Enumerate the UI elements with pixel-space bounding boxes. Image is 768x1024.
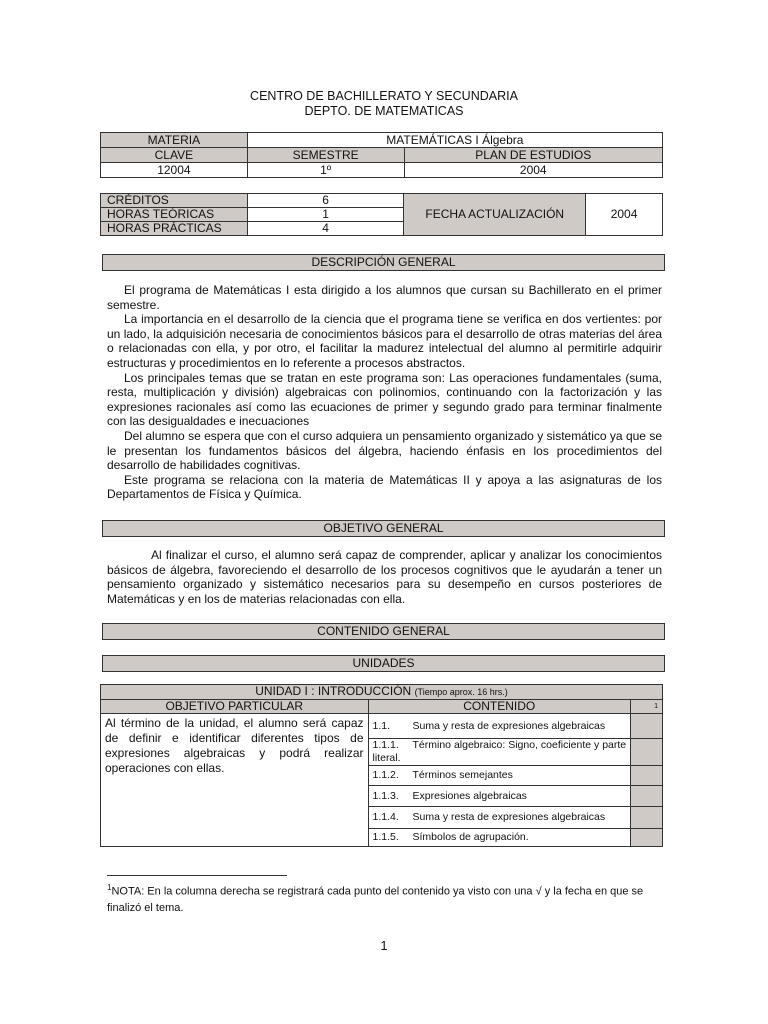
unidad-table — [100, 684, 663, 847]
content-item: 1.1.5. Símbolos de agrupación. — [368, 829, 631, 847]
footnote-mark: 1 — [107, 883, 112, 892]
page-number: 1 — [380, 938, 388, 953]
check-cell — [631, 714, 663, 739]
subject-info-table — [100, 132, 663, 178]
fecha-label: FECHA ACTUALIZACIÓN — [404, 194, 586, 236]
objetivo-title: OBJETIVO GENERAL — [102, 520, 665, 537]
creditos-label: CRÉDITOS — [101, 194, 248, 208]
unidades-title: UNIDADES — [102, 655, 665, 672]
check-cell — [631, 807, 663, 829]
unidad-time: (Tiempo aprox. 16 hrs.) — [414, 687, 508, 697]
descripcion-paragraph: Del alumno se espera que con el curso adquiera un pensamiento organizado y sistemático ya que se le presentan los fundamentos básicos del álgebra, haciendo énfasis en los procedimientos del desarrollo de habilidades cognitivas. — [107, 428, 662, 473]
descripcion-body — [107, 283, 662, 502]
teoricas-value: 1 — [247, 208, 404, 222]
objetivo-particular-text: Al término de la unidad, el alumno será capaz de definir e identificar diferentes tipos de expresiones algebraicas y podrá realizar operaciones con ellas. — [101, 714, 369, 847]
footnote — [107, 880, 652, 916]
content-item: 1.1.1. Término algebraico: Signo, coeficiente y parte literal. — [368, 739, 631, 766]
descripcion-paragraph: El programa de Matemáticas I esta dirigido a los alumnos que cursan su Bachillerato en el primer semestre. — [107, 283, 662, 312]
contenido-header: CONTENIDO — [368, 700, 631, 714]
descripcion-paragraph: Los principales temas que se tratan en este programa son: Las operaciones fundamentales (suma, resta, multiplicación y división) algebraicas con polinomios, continuando con la factorización y las expresiones racionales así como las ecuaciones de primer y segundo grado para terminar finalmente con las desigualdades e inecuaciones — [107, 370, 662, 429]
unidad-name: UNIDAD I : INTRODUCCIÓN — [255, 684, 412, 698]
content-item: 1.1.3. Expresiones algebraicas — [368, 786, 631, 807]
department-name: DEPTO. DE MATEMATICAS — [304, 104, 464, 118]
footnote-separator — [107, 875, 287, 876]
check-cell — [631, 739, 663, 766]
practicas-value: 4 — [247, 222, 404, 236]
clave-label: CLAVE — [101, 148, 248, 163]
check-column-header: 1 — [631, 700, 663, 714]
descripcion-paragraph: La importancia en el desarrollo de la ciencia que el programa tiene se verifica en dos vertientes: por un lado, la adquisición necesaria de conocimientos básicos para el desarrollo de otras materias del área o relacionadas con ella, y por otro, el facilitar la madurez intelectual del alumno al permitirle adquirir estructuras y procedimientos en lo referente a procesos abstractos. — [107, 312, 662, 370]
content-item: 1.1.4. Suma y resta de expresiones algebraicas — [368, 807, 631, 829]
fecha-value: 2004 — [586, 194, 663, 236]
content-item: 1.1.2. Términos semejantes — [368, 766, 631, 786]
clave-value: 12004 — [101, 163, 248, 178]
materia-value: MATEMÁTICAS I Álgebra — [247, 133, 662, 148]
institution-name: CENTRO DE BACHILLERATO Y SECUNDARIA — [250, 89, 518, 103]
teoricas-label: HORAS TEÓRICAS — [101, 208, 248, 222]
plan-label: PLAN DE ESTUDIOS — [404, 148, 663, 163]
objetivo-body — [107, 548, 662, 606]
footnote-text: NOTA: En la columna derecha se registrará cada punto del contenido ya visto con una √ y la fecha en que se finalizó el tema. — [107, 885, 644, 914]
materia-label: MATERIA — [101, 133, 248, 148]
semestre-label: SEMESTRE — [247, 148, 404, 163]
objetivo-paragraph: Al finalizar el curso, el alumno será capaz de comprender, aplicar y analizar los conocimientos básicos de álgebra, favoreciendo el desarrollo de los procesos cognitivos que le ayudarán a tener un pensamiento organizado y sistemático necesarios para su desempeño en cursos posteriores de Matemáticas y en los de materias relacionadas con ella. — [107, 548, 662, 606]
check-cell — [631, 766, 663, 786]
contenido-title: CONTENIDO GENERAL — [102, 623, 665, 640]
unidad-title — [101, 685, 663, 700]
descripcion-title: DESCRIPCIÓN GENERAL — [102, 254, 665, 271]
credits-table — [100, 193, 663, 236]
semestre-value: 1º — [247, 163, 404, 178]
content-item: 1.1. Suma y resta de expresiones algebraicas — [368, 714, 631, 739]
descripcion-paragraph: Este programa se relaciona con la materia de Matemáticas II y apoya a las asignaturas de los Departamentos de Física y Química. — [107, 472, 662, 502]
creditos-value: 6 — [247, 194, 404, 208]
practicas-label: HORAS PRÁCTICAS — [101, 222, 248, 236]
plan-value: 2004 — [404, 163, 663, 178]
objetivo-particular-header: OBJETIVO PARTICULAR — [101, 700, 369, 714]
check-cell — [631, 829, 663, 847]
check-cell — [631, 786, 663, 807]
